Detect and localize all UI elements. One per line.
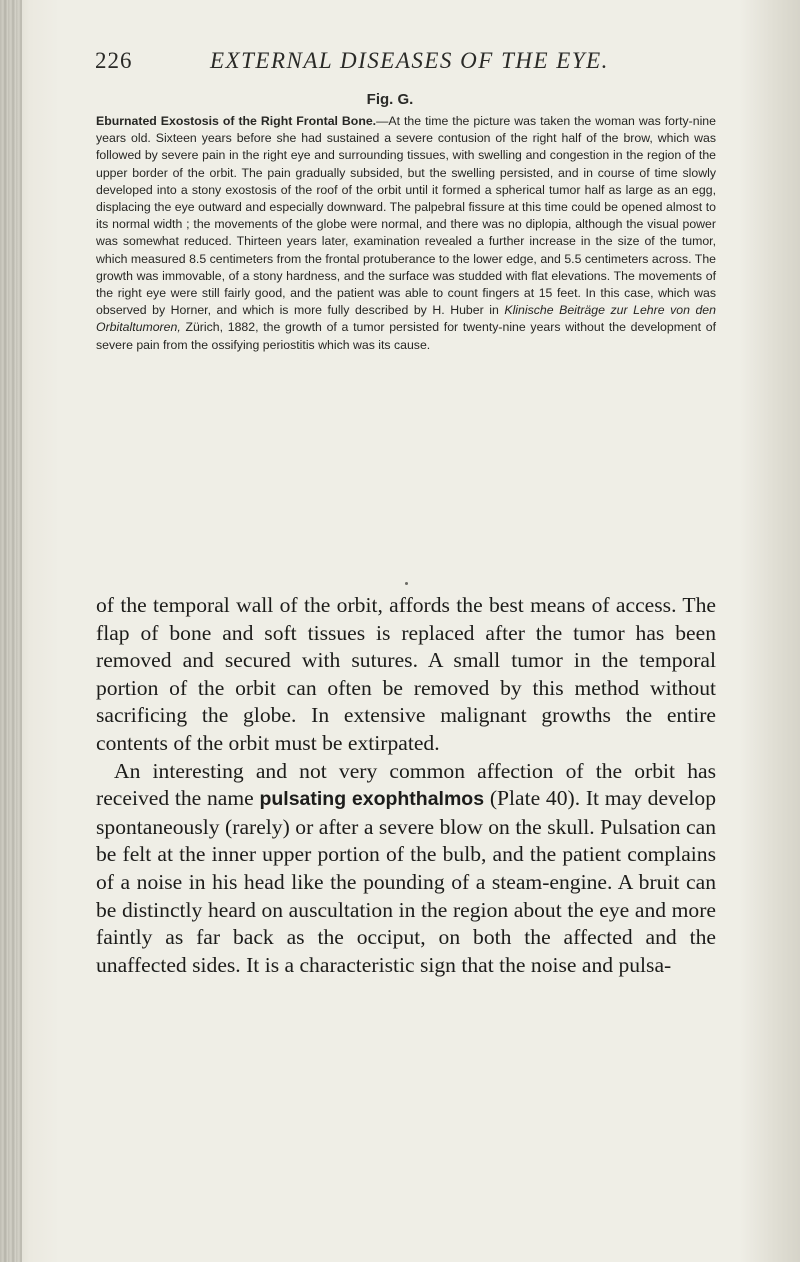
main-text [96,592,716,979]
case-report-paragraph [96,113,716,354]
section-divider-dot [405,582,408,585]
case-report [96,113,716,354]
body-paragraph-2-end: (Plate 40). It may develop spontaneously (rarely) or after a severe blow on the skull. Pulsation can be felt at the inner upper portion of the bulb, and the patient complains of a noise in his head like the pounding of a steam-engine. A bruit can be distinctly heard on auscultation in the region about the eye and more faintly as far back as the occiput, on both the affected and the unaffected sides. It is a characteristic sign that the noise and pulsa- [96,786,717,977]
book-gutter [0,0,22,1262]
citation-title: Klinische Beiträge zur Lehre von den Orbitaltumoren, [96,303,716,335]
body-paragraph-1: of the temporal wall of the orbit, affords the best means of access. The flap of bone and soft tissues is replaced after the tumor has been removed and secured with sutures. A small tumor in the temporal portion of the orbit can often be removed by this method without sacrificing the globe. In extensive malignant growths the entire contents of the orbit must be extirpated. [96,593,716,755]
highlighted-term: pulsating exophthalmos [259,788,485,811]
page-title: EXTERNAL DISEASES OF THE EYE. [210,48,609,73]
figure-caption [0,91,800,108]
body-paragraph-2 [96,758,716,980]
body-paragraph-2-start: An interesting and not very common affection of the orbit has received the name [96,758,716,811]
case-report-heading: Eburnated Exostosis of the Right Frontal Bone. [96,114,377,128]
case-report-text-end: Zürich, 1882, the growth of a tumor persisted for twenty-nine years without the development of severe pain from the ossifying periostitis which was its cause. [96,320,717,352]
case-report-text: —At the time the picture was taken the woman was forty-nine years old. Sixteen years before she had sustained a severe contusion of the right half of the brow, which was followed by severe pain in the right eye and surrounding tissues, with swelling and congestion in the region of the upper border of the orbit. The pain gradually subsided, but the swelling persisted, and in course of time slowly developed into a stony exostosis of the roof of the orbit until it formed a spherical tumor half as large as an egg, displacing the eye outward and especially downward. The palpebral fissure at this time could be opened almost to its normal width ; the movements of the globe were normal, and there was no diplopia, although the visual power was somewhat reduced. Thirteen years later, examination revealed a further increase in the size of the tumor, which measured 8.5 centimeters from the frontal protuberance to the lower edge, and 5.5 centimeters across. The growth was immovable, of a stony hardness, and the surface was studded with flat elevations. The movements of the right eye were still fairly good, and the patient was able to count fingers at 15 feet. In this case, which was observed by Horner, and which is more fully described by H. Huber in [96,114,716,318]
figure-label: Fig. G. [366,91,414,108]
page-number: 226 [95,48,133,73]
running-head [95,48,715,78]
